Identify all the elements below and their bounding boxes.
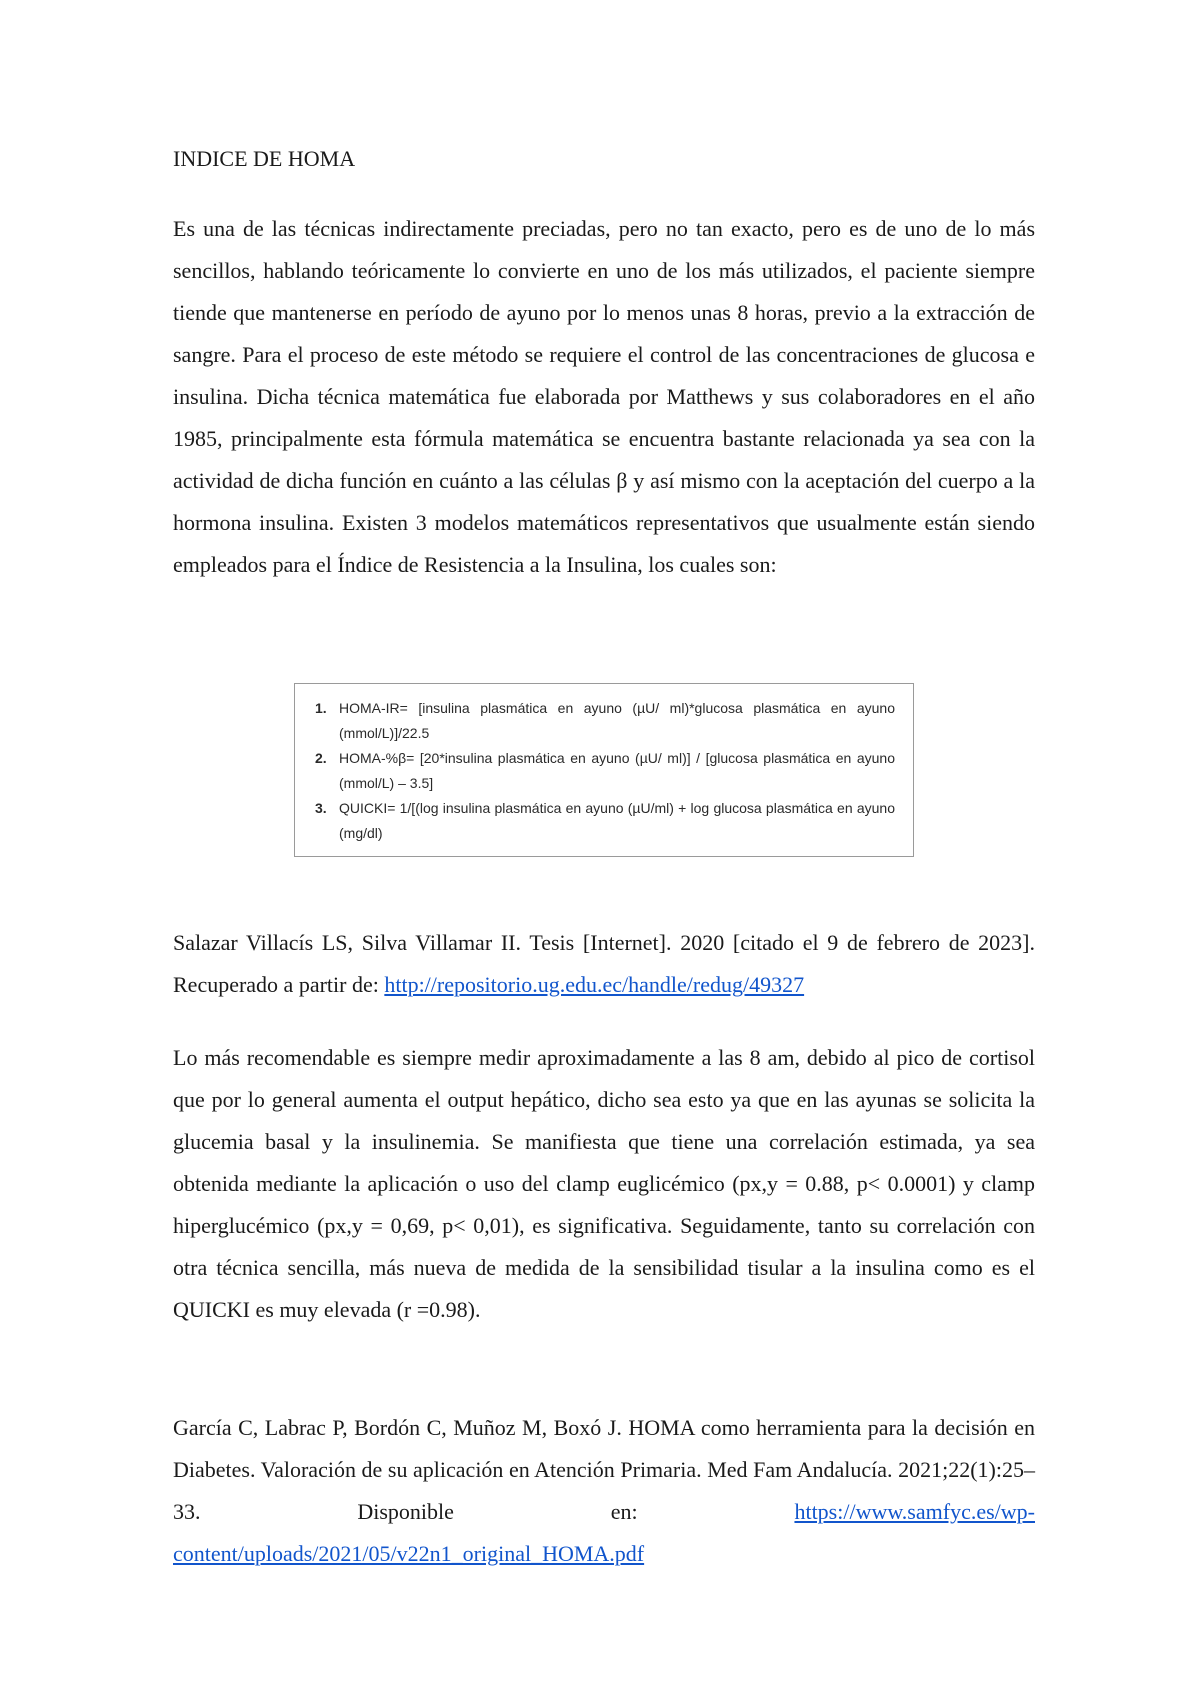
formula-item — [315, 796, 895, 846]
reference-1 — [173, 922, 1035, 1006]
formula-text-quicki: QUICKI= 1/[(log insulina plasmática en ayuno (µU/ml) + log glucosa plasmática en ayuno (mg/dl) — [339, 800, 895, 841]
formula-number: 3. — [315, 800, 327, 816]
formula-text-homa-beta: HOMA-%β= [20*insulina plasmática en ayuno (µU/ ml)] / [glucosa plasmática en ayuno (mmol/L) – 3.5] — [339, 750, 895, 791]
intro-paragraph: Es una de las técnicas indirectamente preciadas, pero no tan exacto, pero es de uno de lo más sencillos, hablando teóricamente lo convierte en uno de los más utilizados, el paciente siempre tiende que mantenerse en período de ayuno por lo menos unas 8 horas, previo a la extracción de sangre. Para el proceso de este método se requiere el control de las concentraciones de glucosa e insulina. Dicha técnica matemática fue elaborada por Matthews y sus colaboradores en el año 1985, principalmente esta fórmula matemática se encuentra bastante relacionada ya sea con la actividad de dicha función en cuánto a las células β y así mismo con la aceptación del cuerpo a la hormona insulina. Existen 3 modelos matemáticos representativos que usualmente están siendo empleados para el Índice de Resistencia a la Insulina, los cuales son: — [173, 216, 1035, 577]
formula-list — [315, 696, 895, 846]
formula-item — [315, 746, 895, 796]
document-title: INDICE DE HOMA — [173, 146, 356, 171]
reference-2-text: García C, Labrac P, Bordón C, Muñoz M, Boxó J. HOMA como herramienta para la decisión en Diabetes. Valoración de su aplicación en Atención Primaria. Med Fam Andalucía. 2021;22(1):25–33. Disponible en: — [173, 1415, 1035, 1524]
formula-text-homa-ir: HOMA-IR= [insulina plasmática en ayuno (µU/ ml)*glucosa plasmática en ayuno (mmol/L)]/22.5 — [339, 700, 895, 741]
reference-2 — [173, 1407, 1035, 1575]
reference-1-link[interactable]: http://repositorio.ug.edu.ec/handle/redug/49327 — [384, 972, 805, 997]
formula-item — [315, 696, 895, 746]
formula-number: 1. — [315, 700, 327, 716]
reference-2-link[interactable]: https://www.samfyc.es/wp-content/uploads/2021/05/v22n1_original_HOMA.pdf — [173, 1499, 1035, 1566]
formula-number: 2. — [315, 750, 327, 766]
formula-image-box — [294, 683, 914, 857]
body-paragraph-2: Lo más recomendable es siempre medir aproximadamente a las 8 am, debido al pico de cortisol que por lo general aumenta el output hepático, dicho sea esto ya que en las ayunas se solicita la glucemia basal y la insulinemia. Se manifiesta que tiene una correlación estimada, ya sea obtenida mediante la aplicación o uso del clamp euglicémico (px,y = 0.88, p< 0.0001) y clamp hiperglucémico (px,y = 0,69, p< 0,01), es significativa. Seguidamente, tanto su correlación con otra técnica sencilla, más nueva de medida de la sensibilidad tisular a la insulina como es el QUICKI es muy elevada (r =0.98). — [173, 1045, 1035, 1322]
reference-1-text: Salazar Villacís LS, Silva Villamar II. Tesis [Internet]. 2020 [citado el 9 de febrero de 2023]. Recuperado a partir de: — [173, 930, 1035, 997]
